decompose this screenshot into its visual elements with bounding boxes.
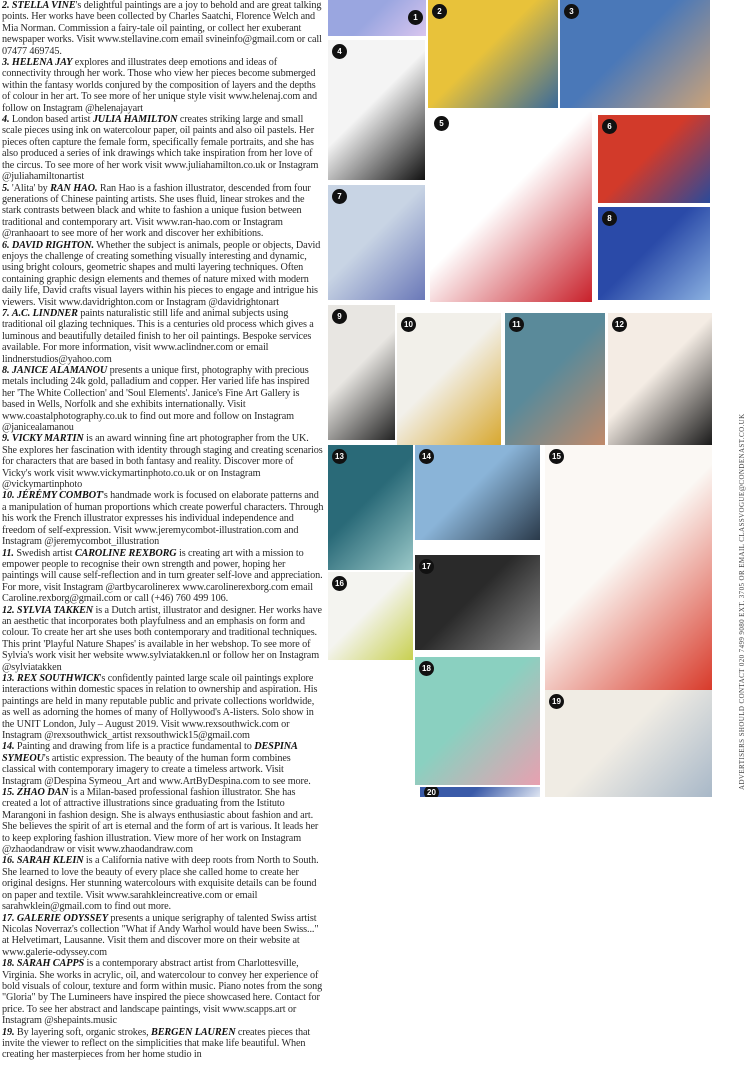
artwork-number-badge: 3: [564, 4, 579, 19]
artist-name: RAN HAO.: [50, 182, 98, 194]
entry-text: 's artistic expression. The beauty of the human form combines classical with contemporary imagery to create a timeless artwork. Visit Instagram @Despina Symeou_Art and www.ArtByDespina.com to see more.: [2, 752, 311, 787]
artwork-number-badge: 14: [419, 449, 434, 464]
artwork-number-badge: 2: [432, 4, 447, 19]
advertiser-contact-note: ADVERTISERS SHOULD CONTACT 020 7499 9080 EXT. 3705 OR EMAIL CLASSVOGUE@CONDENAST.CO.UK: [738, 413, 746, 790]
entry-text: is a Dutch artist, illustrator and designer. Her works have an aesthetic that incorporates both playfulness and an emphasis on form and colour. To create her art she uses both contemporary and traditional techniques. This print 'Playful Nature Shapes' is available in her webshop. To see more of Sylvia's work visit her website www.sylviatakken.nl or follow her on Instagram @sylviatakken: [2, 604, 322, 673]
artwork-number-badge: 9: [332, 309, 347, 324]
entry-text: 's delightful paintings are a joy to behold and are great talking points. Her works have been collected by Charles Saatchi, Florence Welch and Mia Norman. Commission a fairy-tale oil painting, or collect her exuberant newspaper works. Visit www.stellavine.com email svineinfo@gmail.com or call 07477 469745.: [2, 0, 322, 57]
artist-listings-column: [2, 0, 324, 855]
artwork-number-badge: 4: [332, 44, 347, 59]
artwork-image: [397, 313, 501, 445]
artwork-image: [560, 0, 710, 108]
artwork-number-badge: 5: [434, 116, 449, 131]
artist-name: STELLA VINE: [11, 0, 76, 11]
artwork-image: [428, 0, 558, 108]
entry-text: explores and illustrates deep emotions and ideas of connectivity through her work. Those who view her pieces become submerged within the fantasy worlds conjured by the composition of layers and the depths of colour in her art. To see more of her unique style visit www.helenaj.com and follow on Instagram @helenajayart: [2, 57, 318, 114]
artist-entry: [2, 308, 324, 365]
entry-number: 18.: [2, 958, 15, 970]
entry-text: creates striking large and small scale pieces using ink on watercolour paper, oil paints and also oil pastels. Her pieces often capture the female form, specifically female portraits, and she has also produced a series of ink drawings which take inspiration from her love of the circus. To see more of her work visit www.juliahamilton.co.uk or Instagram @juliahamiltonartist: [2, 114, 319, 183]
entry-number: 2.: [2, 0, 10, 11]
artist-entry: [2, 0, 324, 57]
artwork-image: [545, 690, 712, 797]
artwork-image: [545, 445, 712, 690]
artist-name: JULIA HAMILTON: [92, 114, 178, 126]
artwork-image: [598, 207, 710, 300]
entry-intro: Painting and drawing from life is a practice fundamental to: [14, 741, 255, 753]
artwork-number-badge: 13: [332, 449, 347, 464]
entry-text: 's handmade work is focused on elaborate patterns and a manipulation of human proportions which create powerful characters. Through his work the French illustrator expresses his individual independence and freedom of self-expression. Visit www.jeremycombot-illustration.com and Instagram @jeremycombot_illustration: [2, 490, 324, 548]
entry-intro: By layering soft, organic strokes,: [14, 1026, 151, 1038]
artist-entry: [2, 787, 324, 855]
artist-name: JANICE ALAMANOU: [11, 365, 108, 376]
artwork-number-badge: 17: [419, 559, 434, 574]
entry-number: 15.: [2, 787, 15, 799]
artist-name: CAROLINE REXBORG: [74, 547, 177, 559]
artwork-number-badge: 20: [424, 787, 439, 797]
entry-number: 10.: [2, 490, 15, 502]
artist-entry: [2, 365, 324, 433]
entry-number: 6.: [2, 239, 10, 251]
artwork-image: [430, 112, 592, 302]
entry-text: paints naturalistic still life and animal subjects using traditional oil glazing techniques. This is a centuries old process which gives a luminous and beautifully detailed finish to her oil paintings. Bespoke services available. For more information, visit www.aclindner.com or email lindnerstudios@yahoo.com: [2, 307, 314, 365]
artist-entry: [2, 855, 324, 912]
artist-entry: [2, 958, 324, 1026]
entry-number: 12.: [2, 604, 15, 616]
artwork-number-badge: 8: [602, 211, 617, 226]
artist-entry: [2, 548, 324, 605]
entry-number: 7.: [2, 307, 10, 319]
entry-text: Ran Hao is a fashion illustrator, descended from four generations of Chinese painting artists. She uses fluid, linear strokes and the stark contrasts between black and white to fashion a unique fusion between traditional and contemporary art. Visit www.ran-hao.com or Instagram @ranhaoart to see more of her work and discover her exhibitions.: [2, 182, 311, 240]
artist-name: HELENA JAY: [11, 57, 73, 69]
artist-name: JÉRÉMY COMBOT: [16, 490, 103, 502]
artist-entry: [2, 673, 324, 741]
entry-number: 19.: [2, 1026, 15, 1038]
artist-listings: [2, 0, 324, 1061]
artwork-number-badge: 15: [549, 449, 564, 464]
artwork-number-badge: 11: [509, 317, 524, 332]
artwork-image: [598, 115, 710, 203]
artwork-image: [415, 445, 540, 540]
artwork-image: [415, 657, 540, 785]
artist-name: GALERIE ODYSSEY: [16, 912, 108, 924]
artwork-image: [328, 305, 395, 440]
entry-text: presents a unique first, photography with precious metals including 24k gold, palladium and copper. Her varied life has inspired her 'The White Collection' and 'Soul Elements'. Janice's Fine Art Gallery is based in Wells, Norfolk and she exhibits internationally. Visit www.coastalphotography.co.uk to find out more and follow on Instagram @janicealamanou: [2, 365, 310, 434]
artwork-number-badge: 6: [602, 119, 617, 134]
artist-name: SARAH CAPPS: [16, 958, 85, 970]
artist-entry: [2, 57, 324, 114]
entry-text: is a Milan-based professional fashion illustrator. She has created a lot of attractive illustrations since graduating from the Istituto Marangoni in fashion design. She is always enthusiastic about fashion and art. She believes the spirit of art is eternal and the form of art is various. It leads her to keep exploring fashion illustration. View more of her work on Instagram @zhaodandraw or visit www.zhaodandraw.com: [2, 787, 319, 856]
artwork-image: [505, 313, 605, 445]
entry-number: 17.: [2, 912, 15, 924]
artwork-image: [328, 0, 426, 36]
entry-intro: 'Alita' by: [9, 182, 51, 194]
artist-name: VICKY MARTIN: [11, 433, 84, 445]
artwork-number-badge: 7: [332, 189, 347, 204]
artwork-number-badge: 16: [332, 576, 347, 591]
artist-name: SARAH KLEIN: [16, 855, 84, 867]
artwork-image: [415, 555, 540, 650]
entry-intro: Swedish artist: [13, 547, 75, 559]
artist-name: DESPINA SYMEOU: [2, 741, 298, 764]
artist-name: DAVID RIGHTON.: [11, 239, 94, 251]
artist-name: SYLVIA TAKKEN: [16, 604, 94, 616]
entry-text: presents a unique serigraphy of talented Swiss artist Nicolas Noverraz's collection "What if Andy Warhol would have been Swiss..." at Helvetimart, Lausanne. Visit them and discover more on their website at www.galerie-odyssey.com: [2, 912, 319, 958]
entry-number: 8.: [2, 365, 10, 376]
entry-number: 3.: [2, 57, 10, 69]
artwork-image: [328, 445, 413, 570]
entry-number: 4.: [2, 114, 10, 126]
artist-entry: [2, 183, 324, 240]
entry-number: 16.: [2, 855, 15, 867]
entry-number: 14.: [2, 741, 15, 753]
artwork-image: [328, 572, 413, 660]
artwork-image: [328, 185, 425, 300]
artwork-number-badge: 19: [549, 694, 564, 709]
artist-name: BERGEN LAUREN: [151, 1026, 236, 1038]
artwork-number-badge: 10: [401, 317, 416, 332]
entry-intro: London based artist: [9, 114, 93, 126]
artwork-number-badge: 18: [419, 661, 434, 676]
artist-entry: [2, 1027, 324, 1061]
entry-number: 11.: [2, 547, 14, 559]
artist-entry: [2, 433, 324, 490]
artist-entry: [2, 605, 324, 673]
entry-number: 5.: [2, 182, 10, 194]
artwork-number-badge: 1: [408, 10, 423, 25]
artist-entry: [2, 240, 324, 308]
artist-name: ZHAO DAN: [16, 787, 69, 799]
artist-entry: [2, 913, 324, 959]
entry-text: 's confidently painted large scale oil paintings explore interactions within domestic spaces in relation to ownership and aspiration. His paintings are held in many reputable public and private collections worldwide, as well as adorning the homes of many of Hollywood's A-listers. Solo show in the UNIT London, July – August 2019. Visit www.rexsouthwick.com or Instagram @rexsouthwick_artist rexsouthwick15@gmail.com: [2, 672, 318, 741]
artwork-image: [420, 787, 540, 797]
entry-text: is a California native with deep roots from North to South. She learned to love the beauty of every place she called home to create her original designs. Her stunning watercolours with exquisite details can be found on paper and textile. Visit www.sarahkleincreative.com or email sarahwklein@gmail.com to find out more.: [2, 855, 319, 913]
artwork-image: [328, 40, 425, 180]
artwork-number-badge: 12: [612, 317, 627, 332]
artist-entry: [2, 490, 324, 547]
entry-text: is a contemporary abstract artist from Charlottesville, Virginia. She works in acrylic, oil, and watercolour to convey her experience of bold visuals of colour, texture and form within music. Piano notes from the song "Gloria" by The Lumineers have inspired the piece showcased here. Contact for price. To see her abstract and landscape paintings, visit www.scapps.art or Instagram @shepaints.music: [2, 958, 323, 1027]
artist-name: REX SOUTHWICK: [16, 672, 100, 684]
entry-text: creates pieces that invite the viewer to reflect on the simplicities that make life beautiful. When creating her masterpieces from her home studio in: [2, 1026, 311, 1061]
artist-entry: [2, 741, 324, 787]
artist-listings-wide: [2, 855, 324, 1060]
artwork-image: [608, 313, 712, 445]
entry-text: is creating art with a mission to empower people to recognise their own strength and power, hoping her paintings will cause self-reflection and in turn greater self-love and appreciation. For more, visit Instagram @artbycarolinerex www.carolinerexborg.com email Caroline.rexborg@gmail.com or call (+46) 760 499 106.: [2, 547, 323, 605]
artist-name: A.C. LINDNER: [11, 307, 78, 319]
entry-text: is an award winning fine art photographer from the UK. She explores her fascination with identity through staging and creating scenarios for characters that are based in both fantasy and reality. Discover more of Vicky's work visit www.vickymartinphoto.co.uk or on Instagram @vickymartinphoto: [2, 433, 323, 491]
entry-number: 9.: [2, 433, 10, 445]
entry-number: 13.: [2, 672, 15, 684]
entry-text: Whether the subject is animals, people or objects, David enjoys the challenge of creating something visually interesting and dynamic, using bright colours, geometric shapes and multi layering techniques. Often containing graphic design elements and themes of nature mixed with modern daily life, David crafts visual layers within his pieces to engage and intrigue his viewers. Visit www.davidrighton.com or Instagram @davidrightonart: [2, 239, 321, 308]
artist-entry: [2, 114, 324, 182]
